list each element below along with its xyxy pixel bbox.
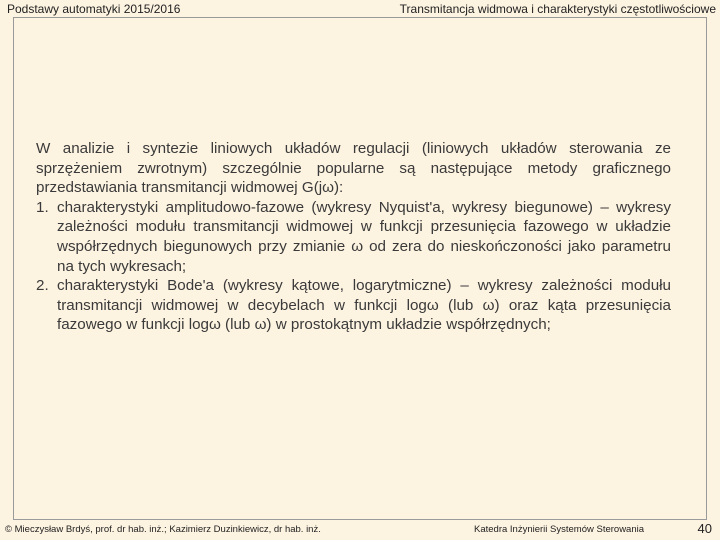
slide-content [36,139,671,335]
page-number: 40 [697,521,712,536]
slide-topic: Transmitancja widmowa i charakterystyki częstotliwościowe [399,2,716,16]
list-item-text: charakterystyki Bode'a (wykresy kątowe, logarytmiczne) – wykresy zależności modułu transmitancji widmowej w decybelach w funkcji logω (lub ω) oraz kąta przesunięcia fazowego w funkcji logω (lub ω) w prostokątnym układzie współrzędnych; [57,277,671,334]
methods-list [36,198,671,335]
course-title: Podstawy automatyki 2015/2016 [7,2,181,16]
list-item-text: charakterystyki amplitudowo-fazowe (wykresy Nyquist'a, wykresy biegunowe) – wykresy zależności modułu transmitancji widmowej w funkcji przesunięcia fazowego w układzie współrzędnych biegunowych przy zmianie ω od zera do nieskończoności jako parametru na tych wykresach; [57,198,671,275]
footer-department: Katedra Inżynierii Systemów Sterowania [474,524,645,535]
footer-authors: © Mieczysław Brdyś, prof. dr hab. inż.; Kazimierz Duzinkiewicz, dr hab. inż. [5,524,321,535]
list-item [36,276,671,335]
list-item-number: 2. [36,277,49,295]
intro-paragraph: W analizie i syntezie liniowych układów regulacji (liniowych układów sterowania ze sprzężeniem zwrotnym) szczególnie popularne są następujące metody graficznego przedstawiania transmitancji widmowej G(jω): [36,140,671,197]
list-item-number: 1. [36,198,49,216]
list-item [36,198,671,276]
